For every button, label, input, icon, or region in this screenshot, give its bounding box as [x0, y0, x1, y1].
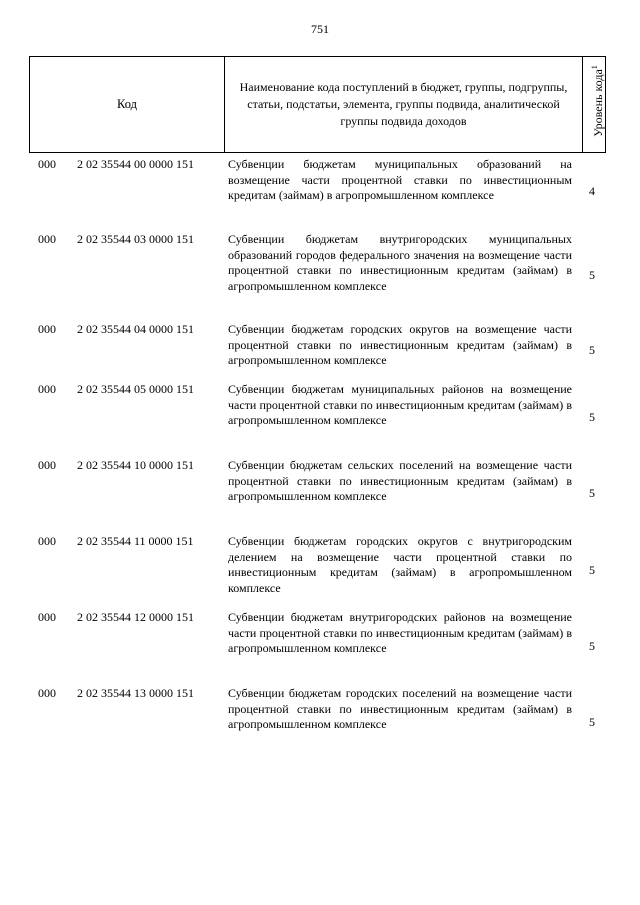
admin-code: 000: [38, 382, 56, 396]
revenue-name: Субвенции бюджетам внутригородских районов на возмещение части процентной ставки по инвестиционным кредитам (займам) в агропромышленном комплексе: [228, 610, 572, 655]
code-level: 5: [589, 715, 595, 729]
revenue-name: Субвенции бюджетам внутригородских муниципальных образований городов федерального значения на возмещение части процентной ставки по инвестиционным кредитам (займам) в агропромышленном комплексе: [228, 232, 572, 293]
admin-code: 000: [38, 232, 56, 246]
revenue-code: 2 02 35544 04 0000 151: [77, 322, 194, 336]
header-level-cell: [582, 57, 606, 152]
revenue-code: 2 02 35544 12 0000 151: [77, 610, 194, 624]
admin-code: 000: [38, 610, 56, 624]
header-level-footnote: 1: [590, 65, 599, 70]
header-level-label: Уровень кода: [591, 69, 605, 137]
revenue-code: 2 02 35544 10 0000 151: [77, 458, 194, 472]
admin-code: 000: [38, 458, 56, 472]
revenue-name: Субвенции бюджетам муниципальных районов на возмещение части процентной ставки по инвестиционным кредитам (займам) в агропромышленном комплексе: [228, 382, 572, 427]
code-level: 5: [589, 486, 595, 500]
header-name: Наименование кода поступлений в бюджет, группы, подгруппы, статьи, подстатьи, элемента, группы подвида, аналитической группы подвида доходов: [224, 57, 582, 152]
revenue-name: Субвенции бюджетам сельских поселений на возмещение части процентной ставки по инвестиционным кредитам (займам) в агропромышленном комплексе: [228, 458, 572, 503]
revenue-code: 2 02 35544 00 0000 151: [77, 157, 194, 171]
revenue-name: Субвенции бюджетам городских округов на возмещение части процентной ставки по инвестиционным кредитам (займам) в агропромышленном комплексе: [228, 322, 572, 367]
revenue-code: 2 02 35544 13 0000 151: [77, 686, 194, 700]
header-code: Код: [117, 97, 137, 111]
admin-code: 000: [38, 322, 56, 336]
admin-code: 000: [38, 157, 56, 171]
revenue-name: Субвенции бюджетам городских округов с внутригородским делением на возмещение части процентной ставки по инвестиционным кредитам (займам) в агропромышленном комплексе: [228, 534, 572, 595]
code-level: 5: [589, 268, 595, 282]
revenue-code: 2 02 35544 05 0000 151: [77, 382, 194, 396]
code-level: 4: [589, 184, 595, 198]
revenue-code: 2 02 35544 03 0000 151: [77, 232, 194, 246]
code-level: 5: [589, 410, 595, 424]
page-number: 751: [311, 22, 329, 36]
header-level: [584, 59, 606, 143]
admin-code: 000: [38, 686, 56, 700]
code-level: 5: [589, 563, 595, 577]
admin-code: 000: [38, 534, 56, 548]
revenue-name: Субвенции бюджетам муниципальных образований на возмещение части процентной ставки по инвестиционным кредитам (займам) в агропромышленном комплексе: [228, 157, 572, 202]
revenue-name: Субвенции бюджетам городских поселений на возмещение части процентной ставки по инвестиционным кредитам (займам) в агропромышленном комплексе: [228, 686, 572, 731]
code-level: 5: [589, 343, 595, 357]
code-level: 5: [589, 639, 595, 653]
table-header: [29, 56, 606, 153]
revenue-code: 2 02 35544 11 0000 151: [77, 534, 194, 548]
